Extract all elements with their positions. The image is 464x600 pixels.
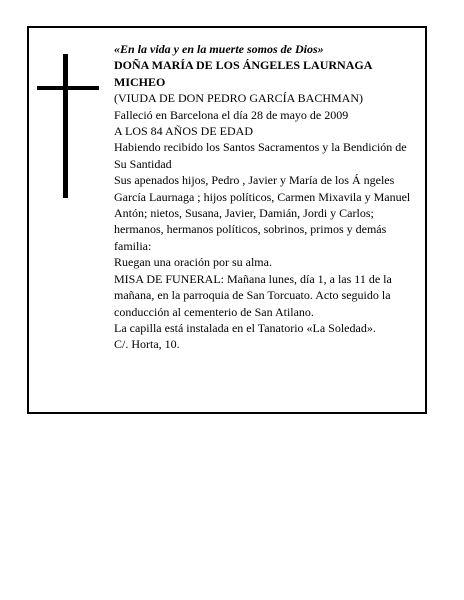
age-line: A LOS 84 AÑOS DE EDAD (114, 124, 254, 139)
religious-motto: «En la vida y en la muerte somos de Dios» (114, 42, 324, 56)
deceased-name: DOÑA MARÍA DE LOS ÁNGELES LAURNAGA MICHEO (114, 58, 372, 89)
latin-cross-icon (37, 54, 99, 198)
chapel-line: La capilla está instalada en el Tanatorio «La Soledad». (114, 320, 376, 335)
funeral-paragraph: MISA DE FUNERAL: Mañana lunes, día 1, a las 11 de la mañana, en la parroquia de San Torcuato. Acto seguido la conducción al cementerio de San Atilano. (114, 271, 392, 319)
family-paragraph: Sus apenados hijos, Pedro , Javier y María de los Á ngeles García Laurnaga ; hijos políticos, Carmen Mixavila y Manuel Antón; nietos, Susana, Javier, Damián, Jordi y Carlos; hermanos, hermanos políticos, sobrinos, primos y demás familia: (114, 173, 411, 253)
sacraments-line: Habiendo recibido los Santos Sacramentos y la Bendición de Su Santidad (114, 140, 407, 171)
address-line: C/. Horta, 10. (114, 337, 180, 352)
death-line: Falleció en Barcelona el día 28 de mayo de 2009 (114, 107, 349, 122)
obituary-text (114, 41, 420, 353)
cross-vertical-bar (63, 54, 68, 198)
prayer-line: Ruegan una oración por su alma. (114, 255, 272, 270)
cross-horizontal-bar (37, 86, 99, 90)
widow-of-line: (VIUDA DE DON PEDRO GARCÍA BACHMAN) (114, 91, 364, 106)
